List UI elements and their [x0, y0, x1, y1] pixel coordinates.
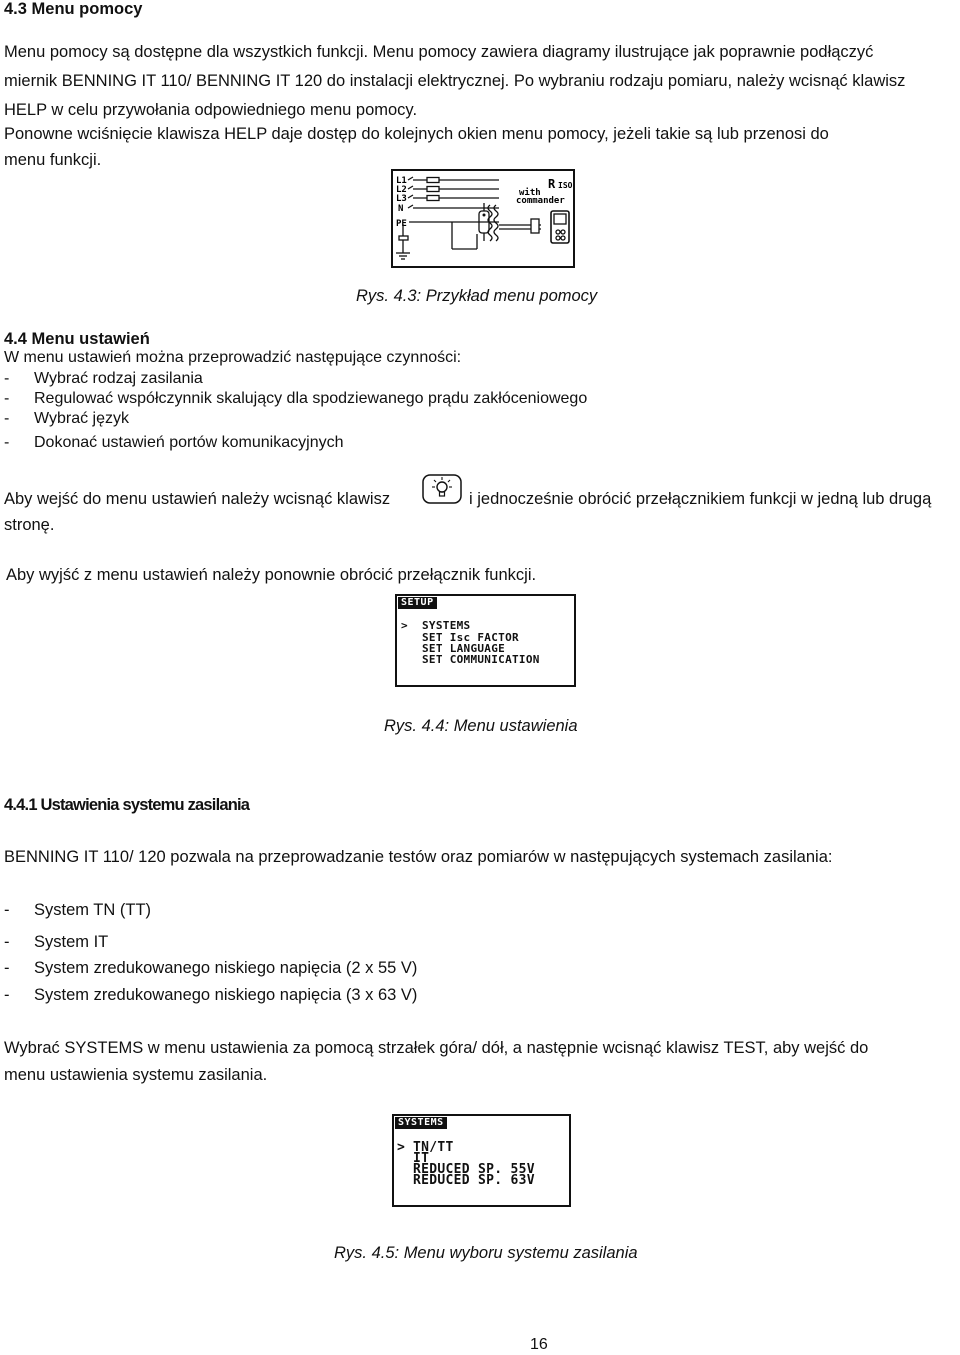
- paragraph-line: Menu pomocy są dostępne dla wszystkich funkcji. Menu pomocy zawiera diagramy ilustrujące jak poprawnie podłączyć: [4, 43, 874, 61]
- list-item: - System zredukowanego niskiego napięcia (2 x 55 V): [4, 959, 418, 977]
- light-bulb-key-icon: [422, 474, 462, 504]
- label-r: R: [548, 177, 556, 191]
- paragraph-enter-after: i jednocześnie obrócić przełącznikiem funkcji w jedną lub drugą: [469, 490, 932, 508]
- section-heading-4-4: 4.4 Menu ustawień: [4, 330, 150, 348]
- menu-item-language[interactable]: SET LANGUAGE: [422, 642, 506, 655]
- menu-item-communication[interactable]: SET COMMUNICATION: [422, 653, 540, 666]
- paragraph-line: menu funkcji.: [4, 151, 102, 169]
- help-diagram: [391, 169, 575, 268]
- menu-cursor: >: [397, 1140, 406, 1155]
- figure-caption-4-5: Rys. 4.5: Menu wyboru systemu zasilania: [334, 1244, 638, 1262]
- menu-item-reduced-55v[interactable]: REDUCED SP. 55V: [413, 1162, 535, 1177]
- menu-item-tn-tt[interactable]: TN/TT: [413, 1140, 454, 1155]
- setup-screen: [395, 594, 576, 687]
- figure-caption-4-3: Rys. 4.3: Przykład menu pomocy: [356, 287, 598, 305]
- setup-screen-title: SETUP: [398, 597, 437, 609]
- list-item: - System TN (TT): [4, 901, 152, 919]
- list-item: - Wybrać język: [4, 410, 129, 427]
- systems-screen: [392, 1114, 571, 1207]
- menu-item-isc-factor[interactable]: SET Isc FACTOR: [422, 631, 519, 644]
- paragraph-line: HELP w celu przywołania odpowiedniego menu pomocy.: [4, 101, 418, 119]
- menu-item-it[interactable]: IT: [413, 1151, 430, 1166]
- list-item: - Regulować współczynnik skalujący dla spodziewanego prądu zakłóceniowego: [4, 390, 588, 407]
- systems-screen-title: SYSTEMS: [395, 1117, 447, 1129]
- paragraph-line: Ponowne wciśnięcie klawisza HELP daje dostęp do kolejnych okien menu pomocy, jeżeli takie są lub przenosi do: [4, 125, 829, 143]
- label-l2: L2: [396, 185, 407, 195]
- section-heading-4-4-1: 4.4.1 Ustawienia systemu zasilania: [4, 796, 250, 814]
- label-l1: L1: [396, 176, 407, 186]
- menu-item-systems[interactable]: SYSTEMS: [422, 619, 471, 632]
- label-l3: L3: [396, 194, 407, 204]
- list-item: - System zredukowanego niskiego napięcia (3 x 63 V): [4, 986, 418, 1004]
- page-number: 16: [530, 1336, 548, 1353]
- list-item: - Dokonać ustawień portów komunikacyjnych: [4, 434, 344, 451]
- paragraph-line: Wybrać SYSTEMS w menu ustawienia za pomocą strzałek góra/ dół, a następnie wcisnąć klawisz TEST, aby wejść do: [4, 1039, 869, 1057]
- label-commander: commander: [516, 196, 565, 206]
- paragraph-line: menu ustawienia systemu zasilania.: [4, 1066, 268, 1084]
- paragraph-intro: W menu ustawień można przeprowadzić następujące czynności:: [4, 349, 462, 366]
- menu-cursor: >: [401, 619, 408, 632]
- list-item: - Wybrać rodzaj zasilania: [4, 370, 203, 387]
- label-iso: ISO: [558, 181, 573, 190]
- label-n: N: [398, 204, 404, 214]
- paragraph-intro: BENNING IT 110/ 120 pozwala na przeprowadzanie testów oraz pomiarów w następujących systemach zasilania:: [4, 848, 833, 866]
- paragraph-exit: Aby wyjść z menu ustawień należy ponownie obrócić przełącznik funkcji.: [6, 566, 537, 584]
- paragraph-enter-before: Aby wejść do menu ustawień należy wcisnąć klawisz: [4, 490, 391, 508]
- paragraph-enter-cont: stronę.: [4, 516, 55, 534]
- list-item: - System IT: [4, 933, 109, 951]
- label-with: with: [519, 188, 541, 198]
- section-heading-4-3: 4.3 Menu pomocy: [4, 0, 143, 18]
- paragraph-line: miernik BENNING IT 110/ BENNING IT 120 do instalacji elektrycznej. Po wybraniu rodzaju pomiaru, należy wcisnąć klawisz: [4, 72, 906, 90]
- figure-caption-4-4: Rys. 4.4: Menu ustawienia: [384, 717, 578, 735]
- menu-item-reduced-63v[interactable]: REDUCED SP. 63V: [413, 1173, 535, 1188]
- label-pe: PE: [396, 219, 407, 229]
